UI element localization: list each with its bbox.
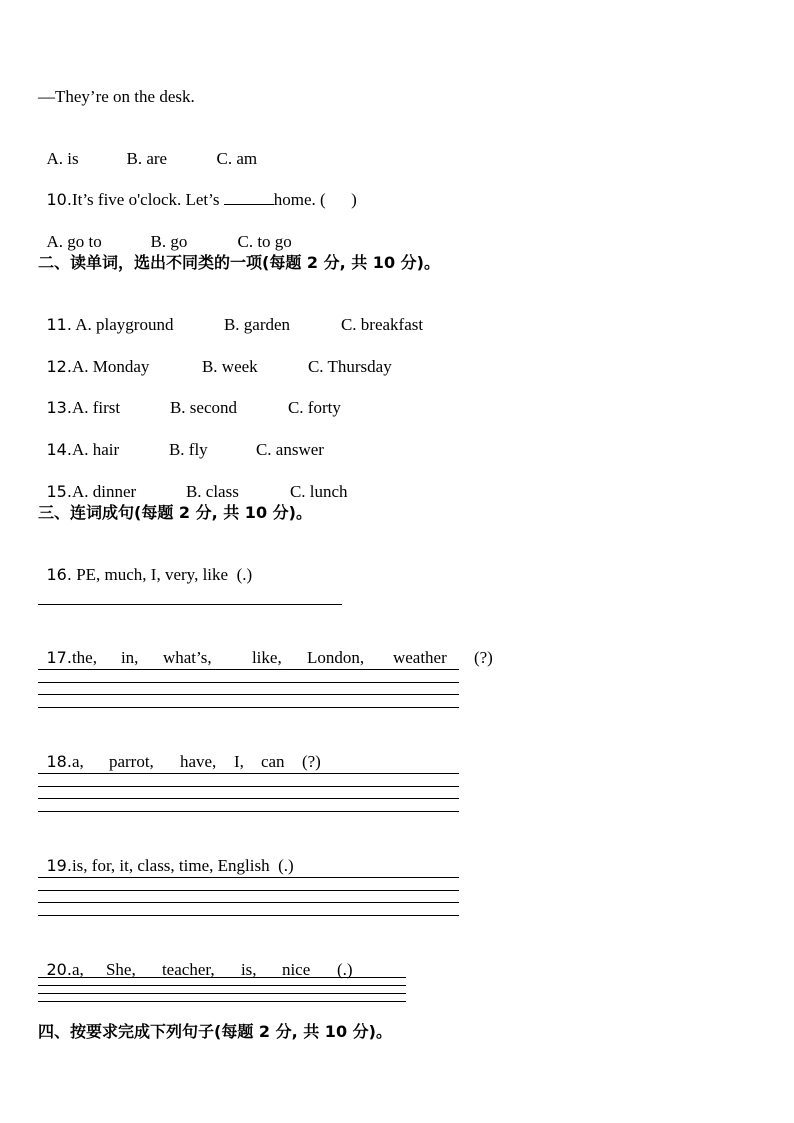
q18-answer-line[interactable] — [38, 773, 459, 774]
q13-option-b: B. second — [169, 398, 237, 417]
q18-word: parrot, — [108, 752, 154, 771]
q13-option-a: A. first — [71, 398, 121, 417]
q20 — [38, 940, 353, 980]
question-number: 11. — [46, 315, 72, 334]
q17-word: the, — [71, 648, 97, 667]
q10-answer-blank[interactable] — [224, 190, 274, 205]
section-4-heading: 四、按要求完成下列句子(每题 2 分, 共 10 分)。 — [38, 1022, 392, 1041]
q15 — [38, 462, 348, 502]
q20-word: nice — [281, 960, 311, 979]
q10-option-c: C. to go — [237, 232, 292, 251]
question-number: 10. — [46, 190, 72, 209]
q17 — [38, 628, 493, 668]
q18-answer-line[interactable] — [38, 798, 459, 799]
q17-word: what’s, — [162, 648, 212, 667]
q12-option-c: C. Thursday — [307, 357, 392, 376]
q16-words: PE, much, I, very, like (.) — [71, 565, 253, 584]
q11-option-b: B. garden — [223, 315, 291, 334]
q19 — [38, 836, 294, 876]
question-number: 13. — [46, 398, 72, 417]
q18-word: have, — [179, 752, 217, 771]
q15-option-b: B. class — [185, 482, 239, 501]
q18-word: I, — [233, 752, 244, 771]
q17-answer-line[interactable] — [38, 669, 459, 670]
q14-option-a: A. hair — [71, 440, 120, 459]
q20-answer-line[interactable] — [38, 977, 406, 978]
q17-answer-line[interactable] — [38, 707, 459, 708]
q10-option-a: A. go to — [46, 232, 102, 251]
q14-option-b: B. fly — [168, 440, 208, 459]
q13 — [38, 378, 341, 418]
q10-text-before: It’s five o'clock. Let’s — [71, 190, 224, 209]
section-3-heading: 三、连词成句(每题 2 分, 共 10 分)。 — [38, 503, 312, 522]
q10-question — [38, 170, 357, 210]
q15-option-c: C. lunch — [289, 482, 348, 501]
question-number: 18. — [46, 752, 72, 771]
q19-answer-line[interactable] — [38, 915, 459, 916]
q13-option-c: C. forty — [287, 398, 341, 417]
question-number: 12. — [46, 357, 72, 376]
q17-word: like, — [251, 648, 282, 667]
q9-option-a: A. is — [46, 149, 79, 168]
q17-word: weather — [392, 648, 447, 667]
question-number: 16. — [46, 565, 72, 584]
q17-word: in, — [120, 648, 139, 667]
question-number: 17. — [46, 648, 72, 667]
q15-option-a: A. dinner — [71, 482, 137, 501]
q19-answer-line[interactable] — [38, 902, 459, 903]
q14 — [38, 420, 324, 460]
q19-answer-line[interactable] — [38, 890, 459, 891]
question-number: 20. — [46, 960, 72, 979]
q9-option-b: B. are — [126, 149, 168, 168]
q20-word: teacher, — [161, 960, 215, 979]
q17-answer-line[interactable] — [38, 682, 459, 683]
q17-word: London, — [306, 648, 365, 667]
q16-answer-line[interactable] — [38, 604, 342, 605]
q11-option-c: C. breakfast — [340, 315, 424, 334]
q18-answer-line[interactable] — [38, 786, 459, 787]
q20-word: is, — [240, 960, 257, 979]
q10-option-b: B. go — [150, 232, 188, 251]
q20-answer-line[interactable] — [38, 985, 406, 986]
q20-word: She, — [105, 960, 136, 979]
q18-word: a, — [71, 752, 84, 771]
question-number: 19. — [46, 856, 72, 875]
q19-answer-line[interactable] — [38, 877, 459, 878]
section-2-heading: 二、读单词，选出不同类的一项(每题 2 分, 共 10 分)。 — [38, 253, 440, 272]
q11-option-a: A. playground — [71, 315, 174, 334]
q9-options — [38, 129, 257, 169]
q10-options — [38, 212, 292, 252]
q12-option-a: A. Monday — [71, 357, 150, 376]
q17-word: (?) — [473, 648, 493, 667]
q20-answer-line[interactable] — [38, 1001, 406, 1002]
q18-word: can — [260, 752, 285, 771]
q20-word: a, — [71, 960, 84, 979]
q12-option-b: B. week — [201, 357, 258, 376]
q18-answer-line[interactable] — [38, 811, 459, 812]
q16 — [38, 545, 252, 585]
q12 — [38, 337, 392, 377]
q10-text-after: home. ( ) — [273, 190, 357, 209]
q9-answer-line: —They’re on the desk. — [38, 87, 195, 106]
q19-words: is, for, it, class, time, English (.) — [71, 856, 294, 875]
q14-option-c: C. answer — [255, 440, 324, 459]
question-number: 14. — [46, 440, 72, 459]
q17-answer-line[interactable] — [38, 694, 459, 695]
question-number: 15. — [46, 482, 72, 501]
q20-answer-line[interactable] — [38, 993, 406, 994]
q11 — [38, 295, 423, 335]
q9-option-c: C. am — [216, 149, 258, 168]
q20-word: (.) — [336, 960, 353, 979]
q18 — [38, 732, 321, 772]
q18-word: (?) — [301, 752, 321, 771]
